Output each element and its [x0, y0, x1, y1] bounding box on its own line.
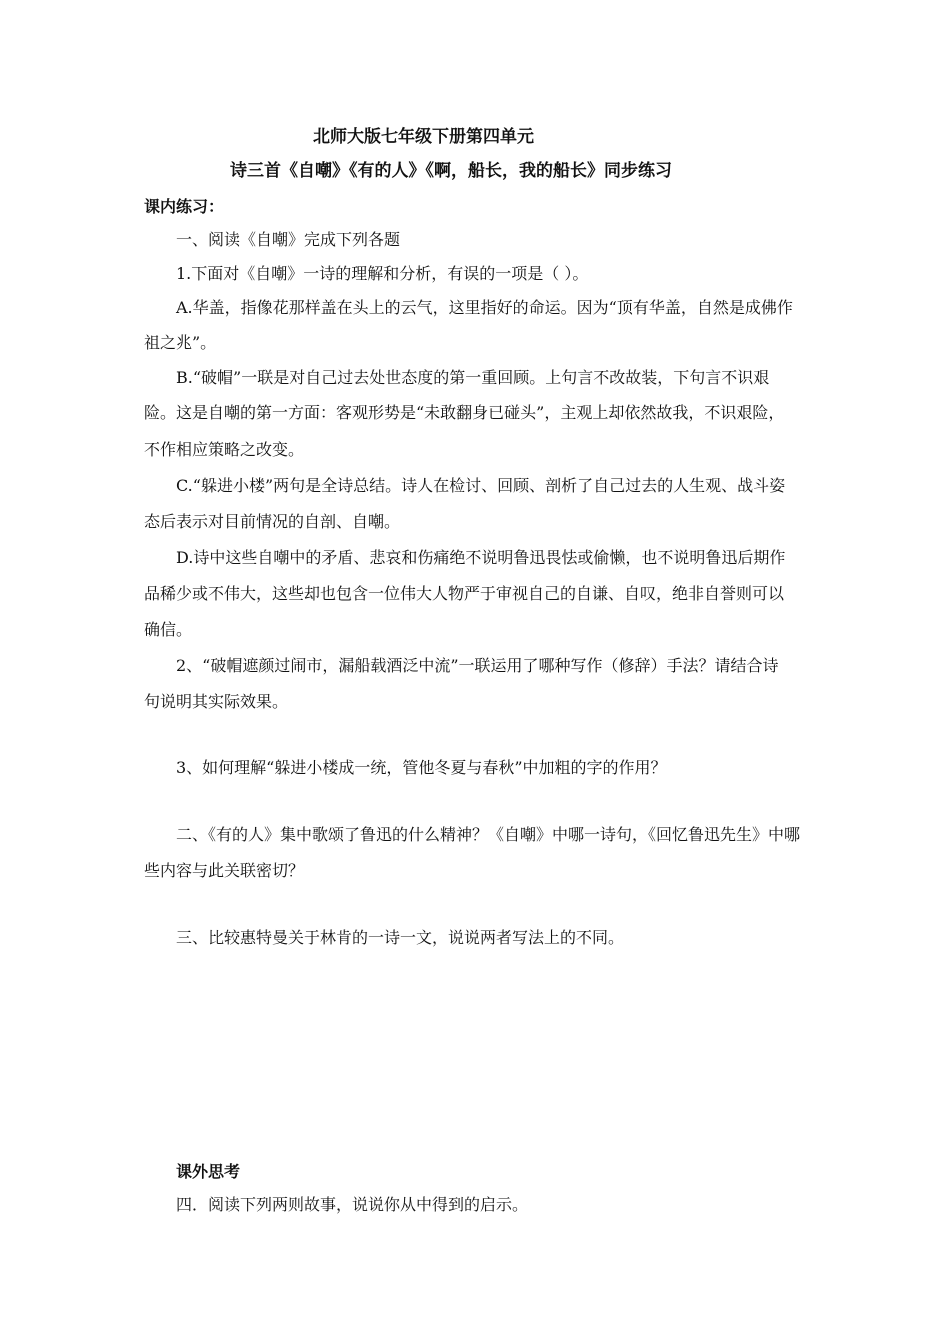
part2-line-2: 些内容与此关联密切？ [144, 861, 305, 880]
part1-heading: 一、阅读《自嘲》完成下列各题 [176, 230, 401, 249]
option-a-line-2: 祖之兆”。 [144, 333, 217, 352]
option-c-line-1: C.“躲进小楼”两句是全诗总结。诗人在检讨、回顾、剖析了自己过去的人生观、战斗姿 [176, 476, 786, 495]
option-c-line-2: 态后表示对目前情况的自剖、自嘲。 [144, 512, 401, 531]
option-b-line-3: 不作相应策略之改变。 [144, 440, 305, 459]
question-1: 1.下面对《自嘲》一诗的理解和分析，有误的一项是（ ）。 [176, 264, 589, 283]
section-heading-after-class: 课外思考 [176, 1162, 241, 1181]
part3-question: 三、比较惠特曼关于林肯的一诗一文，说说两者写法上的不同。 [176, 928, 625, 947]
question-2-line-1: 2、“破帽遮颜过闹市，漏船载酒泛中流”一联运用了哪种写作（修辞）手法？请结合诗 [176, 656, 779, 675]
section-heading-in-class: 课内练习： [144, 197, 225, 216]
question-2-line-2: 句说明其实际效果。 [144, 692, 289, 711]
option-b-line-2: 险。这是自嘲的第一方面：客观形势是“未敢翻身已碰头”，主观上却依然故我，不识艰险， [144, 403, 785, 422]
question-3: 3、如何理解“躲进小楼成一统，管他冬夏与春秋”中加粗的字的作用？ [176, 758, 667, 777]
option-d-line-2: 品稀少或不伟大，这些却也包含一位伟大人物严于审视自己的自谦、自叹，绝非自誉则可以 [144, 584, 785, 603]
option-d-line-1: D.诗中这些自嘲中的矛盾、悲哀和伤痛绝不说明鲁迅畏怯或偷懒，也不说明鲁迅后期作 [176, 548, 786, 567]
title-line-2: 诗三首《自嘲》《有的人》《啊，船长，我的船长》同步练习 [230, 161, 672, 181]
option-d-line-3: 确信。 [144, 620, 193, 639]
title-line-1: 北师大版七年级下册第四单元 [313, 127, 534, 147]
part4-question: 四．阅读下列两则故事，说说你从中得到的启示。 [176, 1195, 529, 1214]
option-a-line-1: A.华盖，指像花那样盖在头上的云气，这里指好的命运。因为“顶有华盖，自然是成佛作 [176, 298, 793, 317]
part2-line-1: 二、《有的人》集中歌颂了鲁迅的什么精神？《自嘲》中哪一诗句，《回忆鲁迅先生》中哪 [176, 825, 801, 844]
option-b-line-1: B.“破帽”一联是对自己过去处世态度的第一重回顾。上句言不改故装，下句言不识艰 [176, 368, 770, 387]
